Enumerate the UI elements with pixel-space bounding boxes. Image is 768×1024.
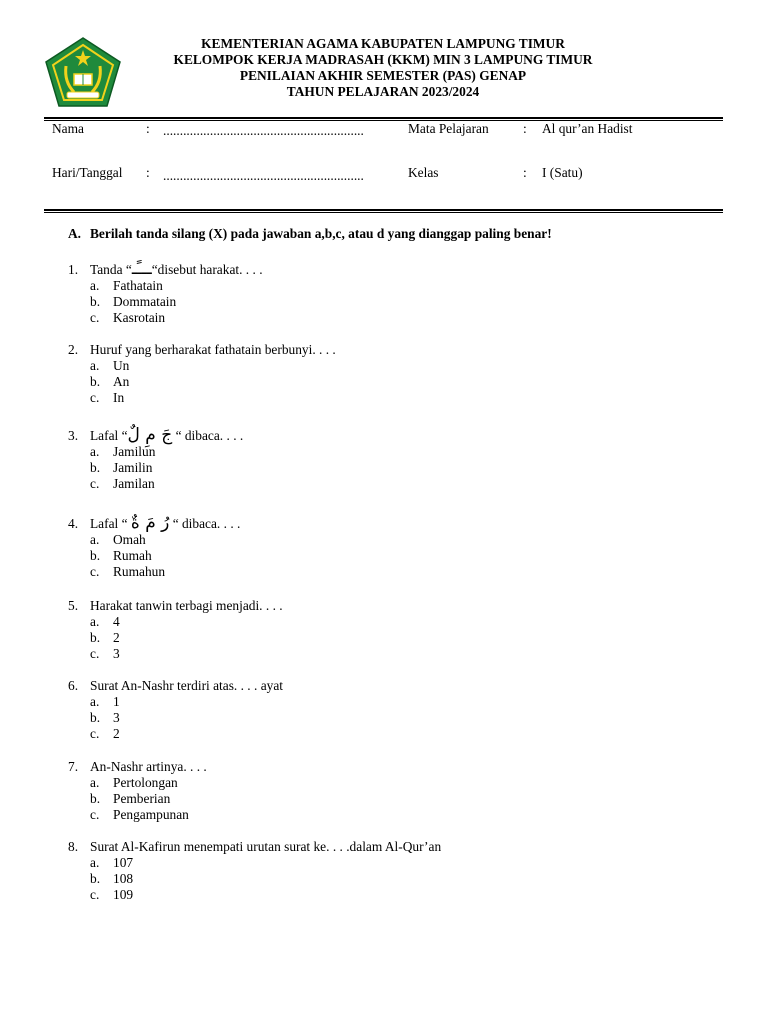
letterhead	[120, 36, 646, 100]
answer-option[interactable]: c. 3	[90, 646, 120, 661]
answer-option[interactable]: c. Pengampunan	[90, 807, 189, 822]
question-number: 5.	[68, 598, 79, 613]
answer-option[interactable]: a. 1	[90, 694, 120, 709]
letterhead-ministry: KEMENTERIAN AGAMA KABUPATEN LAMPUNG TIMUR	[201, 36, 565, 51]
question-text-end: “ dibaca. . . .	[169, 516, 241, 531]
question-number: 8.	[68, 839, 79, 854]
question-number: 3.	[68, 428, 79, 443]
kemenag-logo	[44, 36, 122, 108]
arabic-text: جَ مِ لٌ	[127, 425, 173, 445]
answer-option[interactable]: a. 4	[90, 614, 120, 629]
hari-label: Hari/Tanggal	[52, 165, 123, 180]
nama-colon: :	[146, 121, 150, 136]
answer-option[interactable]: c. 2	[90, 726, 120, 741]
letterhead-exam: PENILAIAN AKHIR SEMESTER (PAS) GENAP	[239, 68, 527, 83]
question-number: 7.	[68, 759, 79, 774]
answer-option[interactable]: c. Jamilan	[90, 476, 155, 491]
kelas-label: Kelas	[408, 165, 439, 180]
instruction-text: Berilah tanda silang (X) pada jawaban a,b,c, atau d yang dianggap paling benar!	[90, 226, 552, 241]
mapel-value: Al qur’an Hadist	[542, 121, 633, 136]
answer-option[interactable]: b. An	[90, 374, 130, 389]
question-3	[68, 427, 243, 492]
letterhead-kkm: KELOMPOK KERJA MADRASAH (KKM) MIN 3 LAMPUNG TIMUR	[173, 52, 593, 67]
question-number: 4.	[68, 516, 79, 531]
question-number: 2.	[68, 342, 79, 357]
question-text-end: “disebut harakat. . . .	[151, 262, 263, 277]
question-number: 6.	[68, 678, 79, 693]
question-8	[68, 839, 441, 903]
hari-field[interactable]: ............................................................	[163, 168, 364, 183]
header-divider-bottom	[44, 209, 723, 213]
question-text: Lafal “	[90, 516, 131, 531]
question-text: Surat An-Nashr terdiri atas. . . . ayat	[90, 678, 283, 693]
question-5	[68, 598, 283, 662]
answer-option[interactable]: b. Rumah	[90, 548, 152, 563]
answer-option[interactable]: b. 3	[90, 710, 120, 725]
kelas-value: I (Satu)	[542, 165, 583, 180]
section-letter: A.	[68, 226, 82, 241]
answer-option[interactable]: a. Jamilun	[90, 444, 156, 459]
mapel-label: Mata Pelajaran	[408, 121, 489, 136]
answer-option[interactable]: a. Omah	[90, 532, 146, 547]
question-text: Lafal “	[90, 428, 128, 443]
answer-option[interactable]: b. Jamilin	[90, 460, 153, 475]
question-text-end: “ dibaca. . . .	[172, 428, 244, 443]
answer-option[interactable]: c. In	[90, 390, 125, 405]
answer-option[interactable]: a. Pertolongan	[90, 775, 178, 790]
hari-colon: :	[146, 165, 150, 180]
question-text: Surat Al-Kafirun menempati urutan surat ke. . . .dalam Al-Qur’an	[90, 839, 442, 854]
question-number: 1.	[68, 262, 79, 277]
answer-option[interactable]: c. 109	[90, 887, 134, 902]
question-1	[68, 261, 263, 326]
answer-option[interactable]: a. Fathatain	[90, 278, 163, 293]
answer-option[interactable]: a. Un	[90, 358, 130, 373]
nama-field[interactable]: ............................................................	[163, 123, 364, 138]
question-text: An-Nashr artinya. . . .	[90, 759, 207, 774]
answer-option[interactable]: a. 107	[90, 855, 134, 870]
answer-option[interactable]: c. Kasrotain	[90, 310, 166, 325]
section-instruction	[68, 226, 552, 242]
arabic-text: ـــًـ	[131, 259, 152, 279]
question-text: Tanda “	[90, 262, 132, 277]
question-4	[68, 515, 240, 580]
question-text: Huruf yang berharakat fathatain berbunyi. . . .	[90, 342, 336, 357]
letterhead-year: TAHUN PELAJARAN 2023/2024	[286, 84, 480, 99]
kelas-colon: :	[523, 165, 527, 180]
question-text: Harakat tanwin terbagi menjadi. . . .	[90, 598, 283, 613]
question-2	[68, 342, 336, 406]
answer-option[interactable]: b. 2	[90, 630, 120, 645]
mapel-colon: :	[523, 121, 527, 136]
answer-option[interactable]: b. 108	[90, 871, 134, 886]
question-7	[68, 759, 207, 823]
answer-option[interactable]: c. Rumahun	[90, 564, 166, 579]
question-6	[68, 678, 283, 742]
arabic-text: رُ مَ ةٌ	[130, 513, 170, 533]
nama-label: Nama	[52, 121, 84, 136]
answer-option[interactable]: b. Pemberian	[90, 791, 171, 806]
answer-option[interactable]: b. Dommatain	[90, 294, 177, 309]
